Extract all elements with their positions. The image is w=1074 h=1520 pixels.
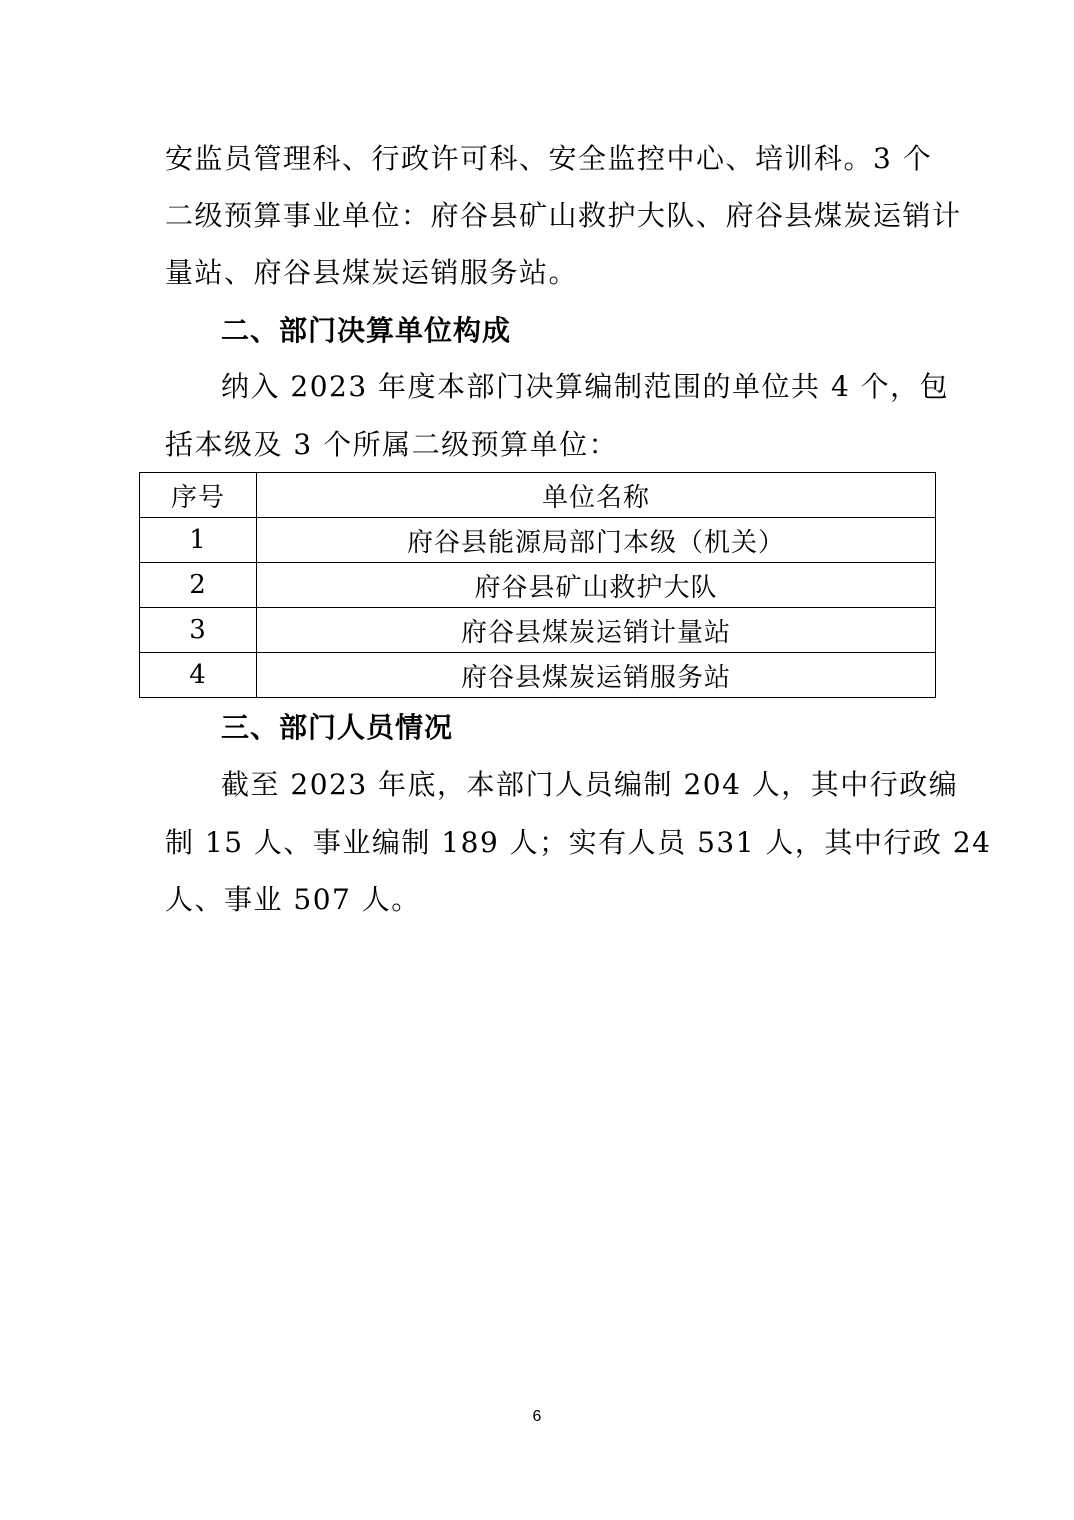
cell-serial: 2: [140, 563, 257, 608]
cell-serial: 3: [140, 608, 257, 653]
table-row: [140, 608, 936, 653]
cell-unit-name: 府谷县煤炭运销服务站: [257, 653, 936, 698]
cell-serial: 4: [140, 653, 257, 698]
cell-unit-name: 府谷县煤炭运销计量站: [257, 608, 936, 653]
column-header-serial: 序号: [140, 473, 257, 518]
cell-unit-name: 府谷县矿山救护大队: [257, 563, 936, 608]
table-row: [140, 653, 936, 698]
intro-line-2: 二级预算事业单位：府谷县矿山救护大队、府谷县煤炭运销计: [165, 199, 962, 232]
cell-unit-name: 府谷县能源局部门本级（机关）: [257, 518, 936, 563]
section2-paragraph-line-1: 纳入 2023 年度本部门决算编制范围的单位共 4 个，包: [221, 370, 950, 403]
section2-paragraph-line-2: 括本级及 3 个所属二级预算单位：: [165, 428, 619, 461]
table-row: [140, 518, 936, 563]
section3-paragraph-line-3: 人、事业 507 人。: [165, 883, 421, 916]
intro-line-1: 安监员管理科、行政许可科、安全监控中心、培训科。3 个: [165, 142, 933, 175]
section3-paragraph-line-1: 截至 2023 年底，本部门人员编制 204 人，其中行政编: [221, 768, 959, 801]
page-number: 6: [532, 1408, 542, 1425]
table-row: [140, 563, 936, 608]
intro-line-3: 量站、府谷县煤炭运销服务站。: [165, 256, 579, 289]
table-header-row: [140, 473, 936, 518]
section-heading-staffing: 三、部门人员情况: [221, 711, 454, 744]
budget-units-table: [139, 472, 936, 698]
column-header-unit-name: 单位名称: [257, 473, 936, 518]
section-heading-unit-composition: 二、部门决算单位构成: [221, 314, 512, 347]
section3-paragraph-line-2: 制 15 人、事业编制 189 人；实有人员 531 人，其中行政 24: [165, 826, 992, 859]
cell-serial: 1: [140, 518, 257, 563]
